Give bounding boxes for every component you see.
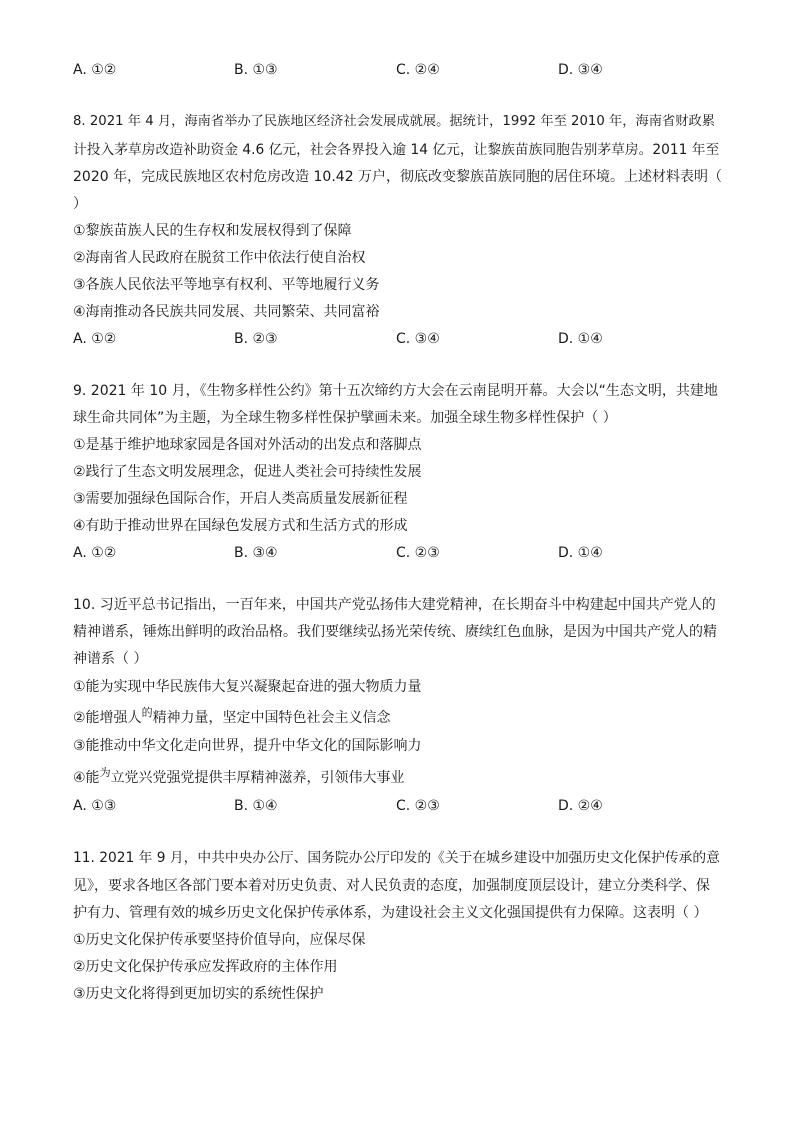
q8-stem-line-4: ）	[73, 196, 87, 212]
q7-option-d: D. ③④	[558, 62, 603, 78]
q9-stem-line-2: 球生命共同体”为主题，为全球生物多样性保护擘画未来。加强全球生物多样性保护（ ）	[73, 410, 617, 426]
q10-statement-4-pre: ④能	[73, 770, 100, 786]
q10-statement-3: ③能推动中华文化走向世界，提升中华文化的国际影响力	[73, 738, 422, 754]
q8-stem-line-3: 2020 年，完成民族地区农村危房改造 10.42 万户，彻底改变黎族苗族同胞的居住环境。上述材料表明（	[73, 169, 723, 185]
q7-option-b: B. ①③	[234, 62, 278, 78]
q8-option-c: C. ③④	[396, 331, 440, 347]
q10-statement-4	[73, 768, 723, 789]
q8-statement-1: ①黎族苗族人民的生存权和发展权得到了保障	[73, 223, 352, 239]
q10-statement-4-post: 立党兴党强党提供丰厚精神滋养，引领伟大事业	[110, 770, 405, 786]
q8-option-d: D. ①④	[558, 331, 603, 347]
q8-stem-line-2: 计投入茅草房改造补助资金 4.6 亿元，社会各界投入逾 14 亿元，让黎族苗族同胞告别茅草房。2011 年至	[73, 142, 720, 158]
q8-statement-4: ④海南推动各民族共同发展、共同繁荣、共同富裕	[73, 304, 380, 320]
q7-options	[73, 60, 723, 80]
q9-statement-4: ④有助于推动世界在国绿色发展方式和生活方式的形成	[73, 518, 408, 534]
q11-stem-line-3: 护有力、管理有效的城乡历史文化保护传承体系，为建设社会主义文化强国提供有力保障。这表明（ ）	[73, 905, 708, 921]
q9-statement-3: ③需要加强绿色国际合作，开启人类高质量发展新征程	[73, 491, 408, 507]
q8-option-b: B. ②③	[234, 331, 278, 347]
q9-option-b: B. ③④	[234, 545, 278, 561]
q11-stem-line-2: 见》，要求各地区各部门要本着对历史负责、对人民负责的态度，加强制度顶层设计，建立分类科学、保	[73, 878, 710, 894]
q10-statement-1: ①能为实现中华民族伟大复兴凝聚起奋进的强大物质力量	[73, 679, 422, 695]
q11-statement-3: ③历史文化将得到更加切实的系统性保护	[73, 986, 324, 1002]
q10-option-a: A. ①③	[73, 798, 117, 814]
q10-option-b: B. ①④	[234, 798, 278, 814]
q9-statement-1: ①是基于维护地球家园是各国对外活动的出发点和落脚点	[73, 437, 422, 453]
q11-stem-line-1: 11. 2021 年 9 月，中共中央办公厅、国务院办公厅印发的《关于在城乡建设中加强历史文化保护传承的意	[73, 850, 720, 866]
q10-option-c: C. ②③	[396, 798, 440, 814]
q7-option-c: C. ②④	[396, 62, 440, 78]
q9-statement-2: ②践行了生态文明发展理念，促进人类社会可持续性发展	[73, 464, 422, 480]
q9-option-a: A. ①②	[73, 545, 117, 561]
q10-stem-line-1: 10. 习近平总书记指出，一百年来，中国共产党弘扬伟大建党精神，在长期奋斗中构建起中国共产党人的	[73, 597, 716, 613]
q9-options	[73, 543, 723, 563]
q10-statement-2-pre: ②能增强人	[73, 710, 142, 726]
q10-statement-2-sup: 的	[141, 706, 153, 719]
q7-option-a: A. ①②	[73, 62, 117, 78]
q10-statement-2-post: 精神力量，坚定中国特色社会主义信念	[152, 710, 391, 726]
q8-options	[73, 329, 723, 349]
q10-stem-line-3: 神谱系（ ）	[73, 651, 148, 667]
q10-option-d: D. ②④	[558, 798, 603, 814]
q10-statement-2	[73, 708, 723, 729]
q10-options	[73, 796, 723, 816]
q8-statement-3: ③各族人民依法平等地享有权利、平等地履行义务	[73, 277, 380, 293]
q8-option-a: A. ①②	[73, 331, 117, 347]
q9-option-c: C. ②③	[396, 545, 440, 561]
q10-stem-line-2: 精神谱系，锤炼出鲜明的政治品格。我们要继续弘扬光荣传统、赓续红色血脉，是因为中国共产党人的精	[73, 624, 717, 640]
q11-statement-2: ②历史文化保护传承应发挥政府的主体作用	[73, 959, 338, 975]
q9-option-d: D. ①④	[558, 545, 603, 561]
q10-statement-4-sup: 为	[99, 766, 111, 779]
q8-stem-line-1: 8. 2021 年 4 月，海南省举办了民族地区经济社会发展成就展。据统计，1992 年至 2010 年，海南省财政累	[73, 114, 715, 129]
q8-statement-2: ②海南省人民政府在脱贫工作中依法行使自治权	[73, 250, 366, 266]
q11-statement-1: ①历史文化保护传承要坚持价值导向，应保尽保	[73, 932, 366, 948]
q9-stem-line-1: 9. 2021 年 10 月，《生物多样性公约》第十五次缔约方大会在云南昆明开幕。大会以“生态文明，共建地	[73, 383, 718, 399]
